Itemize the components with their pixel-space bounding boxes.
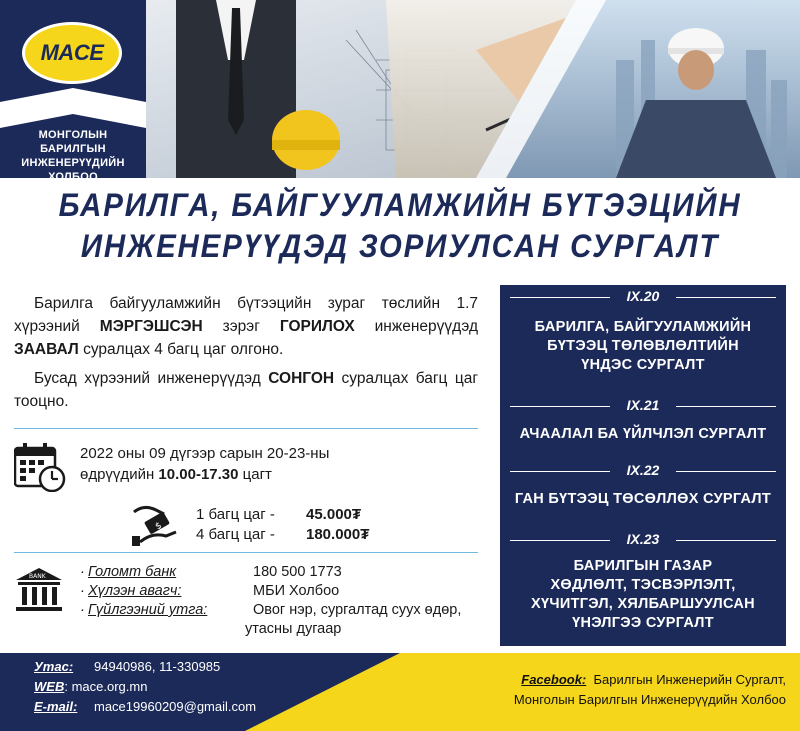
calendar-clock-icon xyxy=(14,442,66,492)
header-photo-collage xyxy=(146,0,800,178)
divider xyxy=(14,552,478,553)
course-title: БАРИЛГЫН ГАЗАР ХӨДЛӨЛТ, ТЭСВЭРЛЭЛТ, ХҮЧИТГЭЛ, ХЯЛБАРШУУЛСАН ҮНЭЛГЭЭ СУРГАЛТ xyxy=(531,558,755,631)
bank-row: · Хүлээн авагч: МБИ Холбоо xyxy=(80,582,493,601)
logo-text: MACE xyxy=(40,40,104,65)
training-date xyxy=(80,443,480,485)
course-date: IX.22 xyxy=(626,462,660,478)
bank-row: утасны дугаар xyxy=(245,621,342,637)
divider xyxy=(14,428,478,429)
intro-paragraph-2: Бусад хүрээний инженерүүдэд СОНГОН суралцах багц цаг тооцно. xyxy=(14,370,478,410)
price-row: 4 багц цаг - 180.000₮ xyxy=(196,526,370,543)
org-name-line: МОНГОЛЫН БАРИЛГЫН xyxy=(38,129,108,155)
intro-paragraph-1: Барилга байгууламжийн бүтээцийн зураг төслийн 1.7 хүрээний МЭРГЭШСЭН зэрэг ГОРИЛОХ инженерүүдэд ЗААВАЛ суралцах 4 багц цаг олгоно. xyxy=(14,295,478,358)
main-title-line-2: ИНЖЕНЕРҮҮДЭД ЗОРИУЛСАН СУРГАЛТ xyxy=(80,228,720,264)
organization-name xyxy=(6,128,140,184)
web-row[interactable]: WEB: mace.org.mn xyxy=(34,679,148,694)
mace-logo xyxy=(22,22,122,84)
bank-icon xyxy=(14,566,64,616)
bank-details xyxy=(80,563,493,639)
main-title-line-1: БАРИЛГА, БАЙГУУЛАМЖИЙН БҮТЭЭЦИЙН xyxy=(58,187,742,223)
money-hand-icon xyxy=(130,502,180,548)
phone-row: Утас: 94940986, 11-330985 xyxy=(34,659,221,674)
facebook-info[interactable]: Facebook: Барилгын Инженерийн Сургалт, Монголын Барилгын Инженерүүдийн Холбоо xyxy=(513,672,786,707)
org-name-line: ИНЖЕНЕРҮҮДИЙН xyxy=(21,157,125,169)
date-line: 2022 оны 09 дүгээр сарын 20-23-ны xyxy=(80,445,330,462)
org-name-line: ХОЛБОО xyxy=(48,171,98,183)
course-date: IX.21 xyxy=(626,397,660,413)
bank-row: · Голомт банк 180 500 1773 xyxy=(80,563,493,582)
course-title: АЧААЛАЛ БА ҮЙЛЧЛЭЛ СУРГАЛТ xyxy=(519,426,767,442)
bank-row: · Гүйлгээний утга: Овог нэр, сургалтад суух өдөр, xyxy=(80,601,493,620)
email-row[interactable]: E-mail: mace19960209@gmail.com xyxy=(34,699,257,714)
price-row: 1 багц цаг - 45.000₮ xyxy=(196,506,362,523)
time-line: өдрүүдийн 10.00-17.30 цагт xyxy=(80,466,272,483)
course-date: IX.23 xyxy=(626,531,660,547)
svg-text:BANK: BANK xyxy=(29,573,46,580)
price-list xyxy=(196,505,369,545)
course-title: БАРИЛГА, БАЙГУУЛАМЖИЙН БҮТЭЭЦ ТӨЛӨВЛӨЛТИЙН ҮНДЭС СУРГАЛТ xyxy=(534,319,752,373)
course-title: ГАН БҮТЭЭЦ ТӨСӨЛЛӨХ СУРГАЛТ xyxy=(514,491,772,507)
logo-chevron-decoration xyxy=(0,88,146,128)
course-date: IX.20 xyxy=(626,288,660,304)
course-schedule-panel xyxy=(500,285,786,646)
svg-text:$: $ xyxy=(153,520,164,533)
contact-info xyxy=(34,657,256,717)
